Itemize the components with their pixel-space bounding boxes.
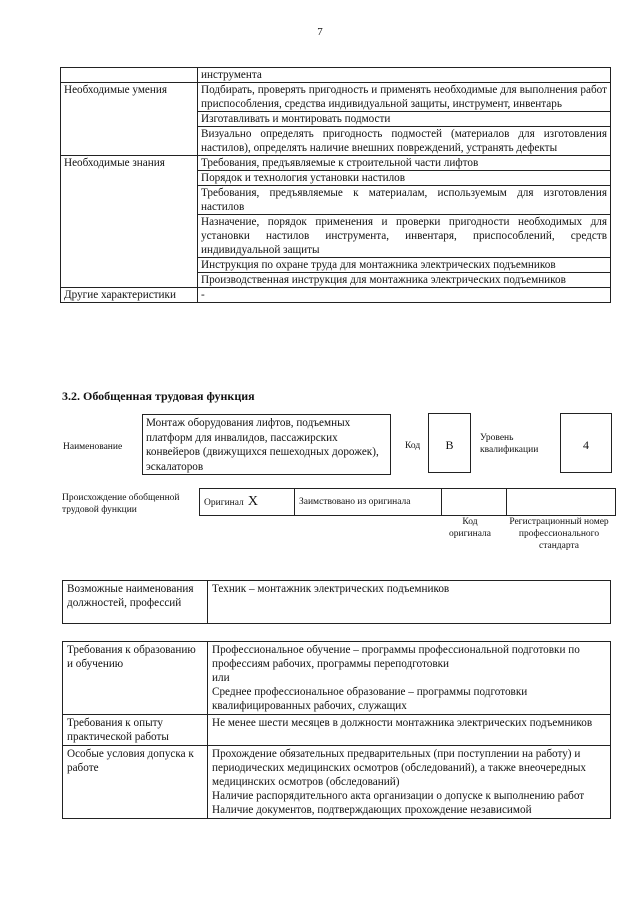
table-row <box>63 715 611 746</box>
name-label: Наименование <box>63 442 123 452</box>
table-cell: Порядок и технология установки настилов <box>198 171 611 186</box>
table-row <box>61 288 611 303</box>
table-cell: Производственная инструкция для монтажника электрических подъемников <box>198 273 611 288</box>
table-row <box>61 156 611 171</box>
table-cell: Требования, предъявляемые к материалам, используемым для изготовления настилов <box>198 186 611 215</box>
table-cell: Инструкция по охране труда для монтажника электрических подъемников <box>198 258 611 273</box>
education-label: Требования к образованию и обучению <box>63 642 208 715</box>
row-label: Другие характеристики <box>61 288 198 303</box>
qualification-level-box: 4 <box>560 413 612 473</box>
admission-line: Наличие распорядительного акта организации о допуске к выполнению работ <box>212 790 585 802</box>
education-line: Среднее профессиональное образование – программы подготовки квалифицированных рабочих, служащих <box>212 686 528 712</box>
reg-number-cell <box>507 489 616 516</box>
table-cell: Требования, предъявляемые к строительной части лифтов <box>198 156 611 171</box>
table-cell: - <box>198 288 611 303</box>
positions-value: Техник – монтажник электрических подъемников <box>208 581 611 624</box>
admission-line: Прохождение обязательных предварительных (при поступлении на работу) и периодических медицинских осмотров (обследований), а также внеочередных медицинских осмотров (обследований) <box>212 748 587 788</box>
table-row <box>61 68 611 83</box>
code-original-caption: Код оригинала <box>449 517 491 539</box>
table-row <box>63 581 611 624</box>
function-name-box: Монтаж оборудования лифтов, подъемных платформ для инвалидов, пассажирских конвейеров (движущихся пешеходных дорожек), эскалаторов <box>142 414 391 475</box>
education-line: или <box>212 672 230 684</box>
code-box: B <box>428 413 471 473</box>
table-cell: Изготавливать и монтировать подмости <box>198 112 611 127</box>
section-title: 3.2. Обобщенная трудовая функция <box>62 389 255 403</box>
origin-label: Происхождение обобщенной трудовой функции <box>62 493 180 515</box>
positions-label: Возможные наименования должностей, профессий <box>63 581 208 624</box>
row-label <box>61 68 198 83</box>
experience-label: Требования к опыту практической работы <box>63 715 208 746</box>
table-row <box>63 746 611 819</box>
code-original-cell <box>442 489 507 516</box>
positions-table <box>62 580 611 624</box>
original-label: Оригинал <box>204 498 244 508</box>
origin-table <box>199 488 616 516</box>
qualification-level-label: Уровень квалификации <box>480 433 539 455</box>
table-row <box>63 642 611 715</box>
reg-number-caption: Регистрационный номер профессионального стандарта <box>509 517 609 551</box>
row-label: Необходимые умения <box>61 83 198 156</box>
code-label: Код <box>405 441 421 451</box>
education-value <box>208 642 611 715</box>
original-mark: X <box>247 494 258 509</box>
education-line: Профессиональное обучение – программы профессиональной подготовки по профессиям рабочих, программы переподготовки <box>212 644 580 670</box>
experience-value <box>208 715 611 746</box>
table-cell: Подбирать, проверять пригодность и применять необходимые для выполнения работ приспособления, средства индивидуальной защиты, инструмент, инвентарь <box>198 83 611 112</box>
skills-knowledge-table <box>60 67 611 303</box>
page-number: 7 <box>317 26 323 38</box>
admission-line: Наличие документов, подтверждающих прохождение независимой <box>212 804 532 816</box>
table-cell: Назначение, порядок применения и проверки пригодности необходимых для установки настилов инструмента, инвентаря, приспособлений, средств индивидуальной защиты <box>198 215 611 258</box>
experience-line: Не менее шести месяцев в должности монтажника электрических подъемников <box>212 717 593 729</box>
borrowed-cell: Заимствовано из оригинала <box>295 489 442 516</box>
admission-value <box>208 746 611 819</box>
admission-label: Особые условия допуска к работе <box>63 746 208 819</box>
requirements-table <box>62 641 611 819</box>
table-row <box>61 83 611 112</box>
original-cell <box>200 489 295 516</box>
table-cell: инструмента <box>198 68 611 83</box>
row-label: Необходимые знания <box>61 156 198 288</box>
table-cell: Визуально определять пригодность подмостей (материалов для изготовления настилов), определять наличие внешних повреждений, устранять дефекты <box>198 127 611 156</box>
